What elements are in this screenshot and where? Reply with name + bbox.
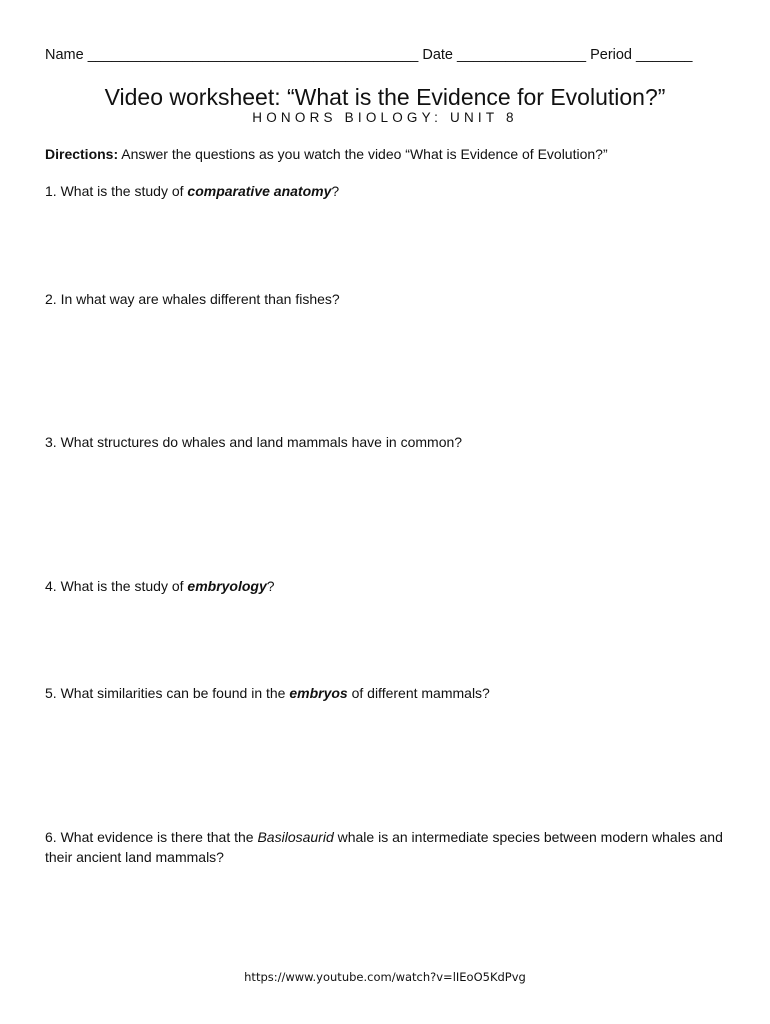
question-6: 6. What evidence is there that the Basilosaurid whale is an intermediate species between modern whales and their ancient land mammals? bbox=[45, 829, 723, 865]
page-title: Video worksheet: “What is the Evidence for Evolution?” bbox=[104, 84, 666, 110]
directions-text: Answer the questions as you watch the video “What is Evidence of Evolution?” bbox=[118, 146, 608, 162]
directions bbox=[45, 146, 608, 162]
directions-label: Directions: bbox=[45, 146, 119, 162]
question-4-term: embryology bbox=[187, 578, 267, 594]
question-6-term: Basilosaurid bbox=[257, 829, 334, 845]
page-subtitle: HONORS BIOLOGY: UNIT 8 bbox=[252, 110, 518, 125]
name-date-period-line: Name _________________________________________ Date ________________ Period _______ bbox=[45, 47, 693, 63]
question-5-term: embryos bbox=[289, 685, 348, 701]
footer-video-url: https://www.youtube.com/watch?v=lIEoO5KdPvg bbox=[244, 970, 526, 984]
question-2: 2. In what way are whales different than fishes? bbox=[45, 291, 340, 307]
question-4: 4. What is the study of embryology? bbox=[45, 578, 275, 594]
question-1: 1. What is the study of comparative anatomy? bbox=[45, 183, 340, 199]
question-5: 5. What similarities can be found in the embryos of different mammals? bbox=[45, 685, 490, 701]
question-1-term: comparative anatomy bbox=[187, 183, 332, 199]
question-3: 3. What structures do whales and land mammals have in common? bbox=[45, 434, 463, 450]
